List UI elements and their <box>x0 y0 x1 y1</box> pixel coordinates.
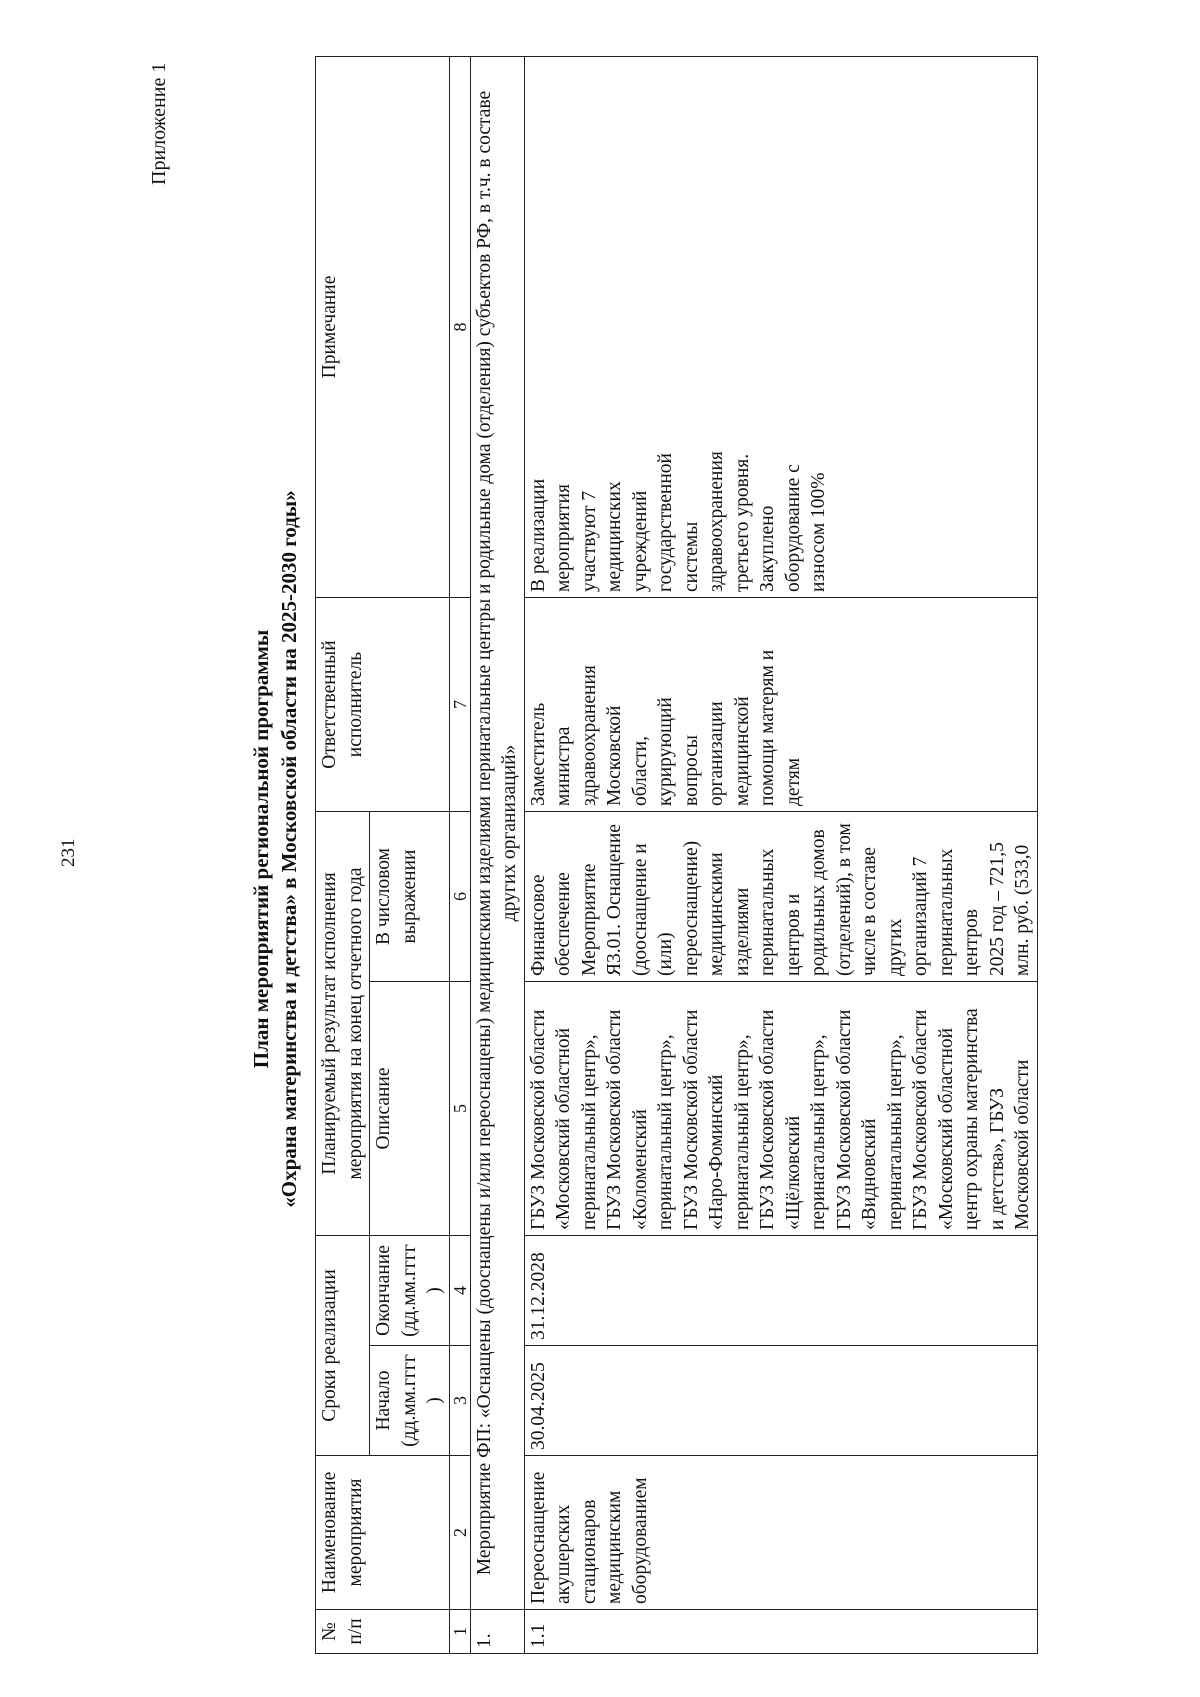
column-number: 7 <box>449 598 470 812</box>
header-numeric: В числовом выражении <box>370 812 450 982</box>
header-row <box>316 57 370 1654</box>
header-end: Окончание (дд.мм.гггг) <box>370 1236 450 1346</box>
section-title: Мероприятие ФП: «Оснащены (дооснащены и/или переоснащены) медицинскими изделиями перинатальные центры и родильные дома (отделения) субъектов РФ, в т.ч. в составе других организаций» <box>470 57 524 1610</box>
end-date: 31.12.2028 <box>524 1236 1037 1346</box>
column-number: 5 <box>449 982 470 1236</box>
column-number: 8 <box>449 57 470 598</box>
page-number: 231 <box>58 838 79 867</box>
responsible-executor: Заместитель министра здравоохранения Московской области, курирующий вопросы организации медицинской помощи матерям и детям <box>524 598 1037 812</box>
document-title-line-1: План мероприятий региональной программы <box>249 629 273 1069</box>
header-terms: Сроки реализации <box>316 1236 370 1456</box>
column-number-row <box>449 57 470 1654</box>
column-number: 1 <box>449 1610 470 1654</box>
header-planned: Планируемый результат исполнения мероприятия на конец отчетного года <box>316 812 370 1236</box>
header-description: Описание <box>370 982 450 1236</box>
start-date: 30.04.2025 <box>524 1346 1037 1456</box>
header-start: Начало (дд.мм.гггг) <box>370 1346 450 1456</box>
table-row <box>524 57 1037 1654</box>
column-number: 3 <box>449 1346 470 1456</box>
result-description: ГБУЗ Московской области «Московский областной перинатальный центр», ГБУЗ Московской области «Коломенский перинатальный центр», ГБУЗ Московской области «Наро-Фоминский перинатальный центр», ГБУЗ Московской области «Щёлковский перинатальный центр», ГБУЗ Московской области «Видновский перинатальный центр», ГБУЗ Московской области «Московский областной центр охраны материнства и детства», ГБУЗ Московской области <box>524 982 1037 1236</box>
activity-name: Переоснащение акушерских стационаров медицинским оборудованием <box>524 1456 1037 1610</box>
section-row <box>470 57 524 1654</box>
appendix-label: Приложение 1 <box>148 62 170 185</box>
result-numeric: Финансовое обеспечение Мероприятие Я3.01. Оснащение (дооснащение и (или) переоснащение) медицинскими изделиями перинатальных центров и родильных домов (отделений), в том числе в составе других организаций 7 перинатальных центров 2025 год – 721,5 млн. руб. (533,0 <box>524 812 1037 982</box>
header-num: № п/п <box>316 1610 450 1654</box>
column-number: 4 <box>449 1236 470 1346</box>
column-number: 6 <box>449 812 470 982</box>
header-name: Наименование мероприятия <box>316 1456 450 1610</box>
section-number: 1. <box>470 1610 524 1654</box>
document-title-line-2: «Охрана материнства и детства» в Московской области на 2025-2030 годы» <box>277 490 301 1208</box>
column-number: 2 <box>449 1456 470 1610</box>
activities-table <box>315 56 1038 1654</box>
header-note: Примечание <box>316 57 450 598</box>
row-number: 1.1 <box>524 1610 1037 1654</box>
note: В реализации мероприятия участвуют 7 медицинских учреждений государственной системы здравоохранения третьего уровня. Закуплено оборудование с износом 100% <box>524 57 1037 598</box>
header-responsible: Ответственный исполнитель <box>316 598 450 812</box>
